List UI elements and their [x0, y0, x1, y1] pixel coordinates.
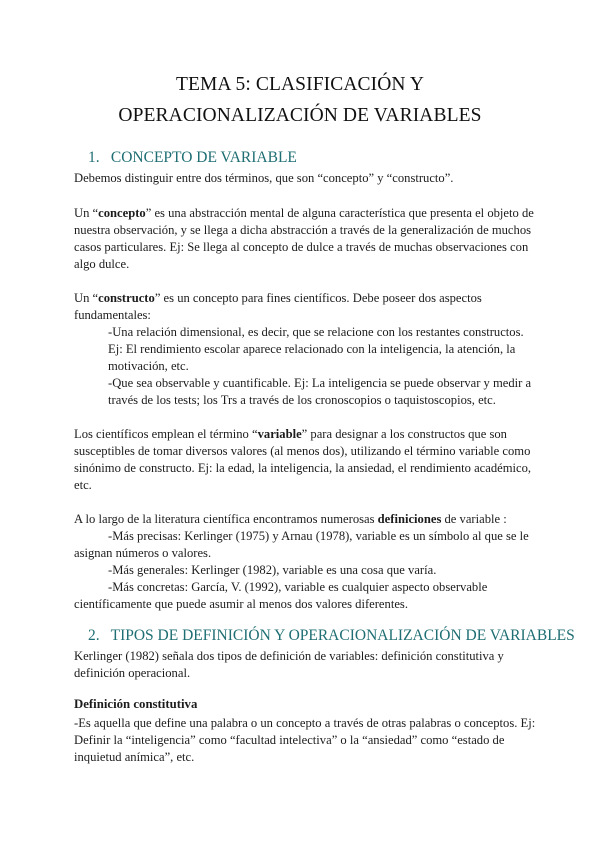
definicion-constitutiva-heading: Definición constitutiva	[74, 697, 198, 711]
document-title-line-1: TEMA 5: CLASIFICACIÓN Y	[175, 74, 425, 95]
constructo-paragraph-line-3: -Una relación dimensional, es decir, que se relacione con los restantes constructos.	[108, 325, 524, 339]
definiciones-paragraph-line-5: -Más concretas: García, V. (1992), variable es cualquier aspecto observable	[108, 580, 488, 594]
definiciones-paragraph-line-4: -Más generales: Kerlinger (1982), variable es una cosa que varía.	[108, 563, 437, 577]
section-1-title: CONCEPTO DE VARIABLE	[110, 149, 297, 166]
definiciones-paragraph-line-2: -Más precisas: Kerlinger (1975) y Arnau (1978), variable es un símbolo al que se le	[108, 529, 529, 543]
variable-paragraph-line-1: Los científicos emplean el término “variable” para designar a los constructos que son	[74, 427, 507, 441]
constitutiva-paragraph-line-3: inquietud anímica”, etc.	[74, 750, 195, 764]
section-1-heading	[88, 149, 297, 167]
section-2-title: TIPOS DE DEFINICIÓN Y OPERACIONALIZACIÓN DE VARIABLES	[110, 627, 575, 644]
constructo-paragraph-line-4: Ej: El rendimiento escolar aparece relacionado con la inteligencia, la atención, la	[108, 342, 516, 356]
definiciones-paragraph-line-6: científicamente que puede asumir al menos dos valores diferentes.	[74, 597, 408, 611]
constructo-paragraph-line-5: motivación, etc.	[108, 359, 189, 373]
constitutiva-paragraph-line-1: -Es aquella que define una palabra o un concepto a través de otras palabras o conceptos. Ej:	[74, 716, 536, 730]
variable-paragraph-line-4: etc.	[74, 478, 92, 492]
concepto-paragraph-line-2: nuestra observación, y se llega a dicha abstracción a través de la generalización de muchos	[74, 223, 532, 237]
constructo-paragraph-line-2: fundamentales:	[74, 308, 151, 322]
section-1-number: 1.	[88, 149, 100, 166]
section-2-paragraph-line-2: definición operacional.	[74, 666, 191, 680]
concepto-paragraph-line-4: algo dulce.	[74, 257, 130, 271]
definiciones-paragraph-line-1: A lo largo de la literatura científica encontramos numerosas definiciones de variable :	[74, 512, 507, 526]
document-title-line-2: OPERACIONALIZACIÓN DE VARIABLES	[118, 105, 482, 126]
definiciones-term: definiciones	[377, 512, 442, 526]
concepto-paragraph-line-3: casos particulares. Ej: Se llega al concepto de dulce a través de muchas observaciones con	[74, 240, 529, 254]
section-2-paragraph-line-1: Kerlinger (1982) señala dos tipos de definición de variables: definición constitutiva y	[74, 649, 504, 663]
constitutiva-paragraph-line-2: Definir la “inteligencia” como “facultad intelectiva” o la “ansiedad” como “estado de	[74, 733, 505, 747]
constructo-term: constructo	[98, 291, 155, 305]
section-2-heading	[88, 627, 575, 645]
section-1-intro: Debemos distinguir entre dos términos, que son “concepto” y “constructo”.	[74, 171, 454, 185]
constructo-paragraph-line-6: -Que sea observable y cuantificable. Ej: La inteligencia se puede observar y medir a	[108, 376, 532, 390]
concepto-paragraph-line-1: Un “concepto” es una abstracción mental de alguna característica que presenta el objeto de	[74, 206, 534, 220]
variable-term: variable	[257, 427, 302, 441]
concepto-term: concepto	[98, 206, 146, 220]
section-2-number: 2.	[88, 627, 100, 644]
constructo-paragraph-line-7: través de los tests; los Trs a través de los cronoscopios o taquistoscopios, etc.	[108, 393, 496, 407]
variable-paragraph-line-3: sinónimo de constructo. Ej: la edad, la inteligencia, la ansiedad, el rendimiento académico,	[74, 461, 532, 475]
variable-paragraph-line-2: susceptibles de tomar diversos valores (al menos dos), utilizando el término variable como	[74, 444, 531, 458]
definiciones-paragraph-line-3: asignan números o valores.	[74, 546, 212, 560]
constructo-paragraph-line-1: Un “constructo” es un concepto para fines científicos. Debe poseer dos aspectos	[74, 291, 482, 305]
